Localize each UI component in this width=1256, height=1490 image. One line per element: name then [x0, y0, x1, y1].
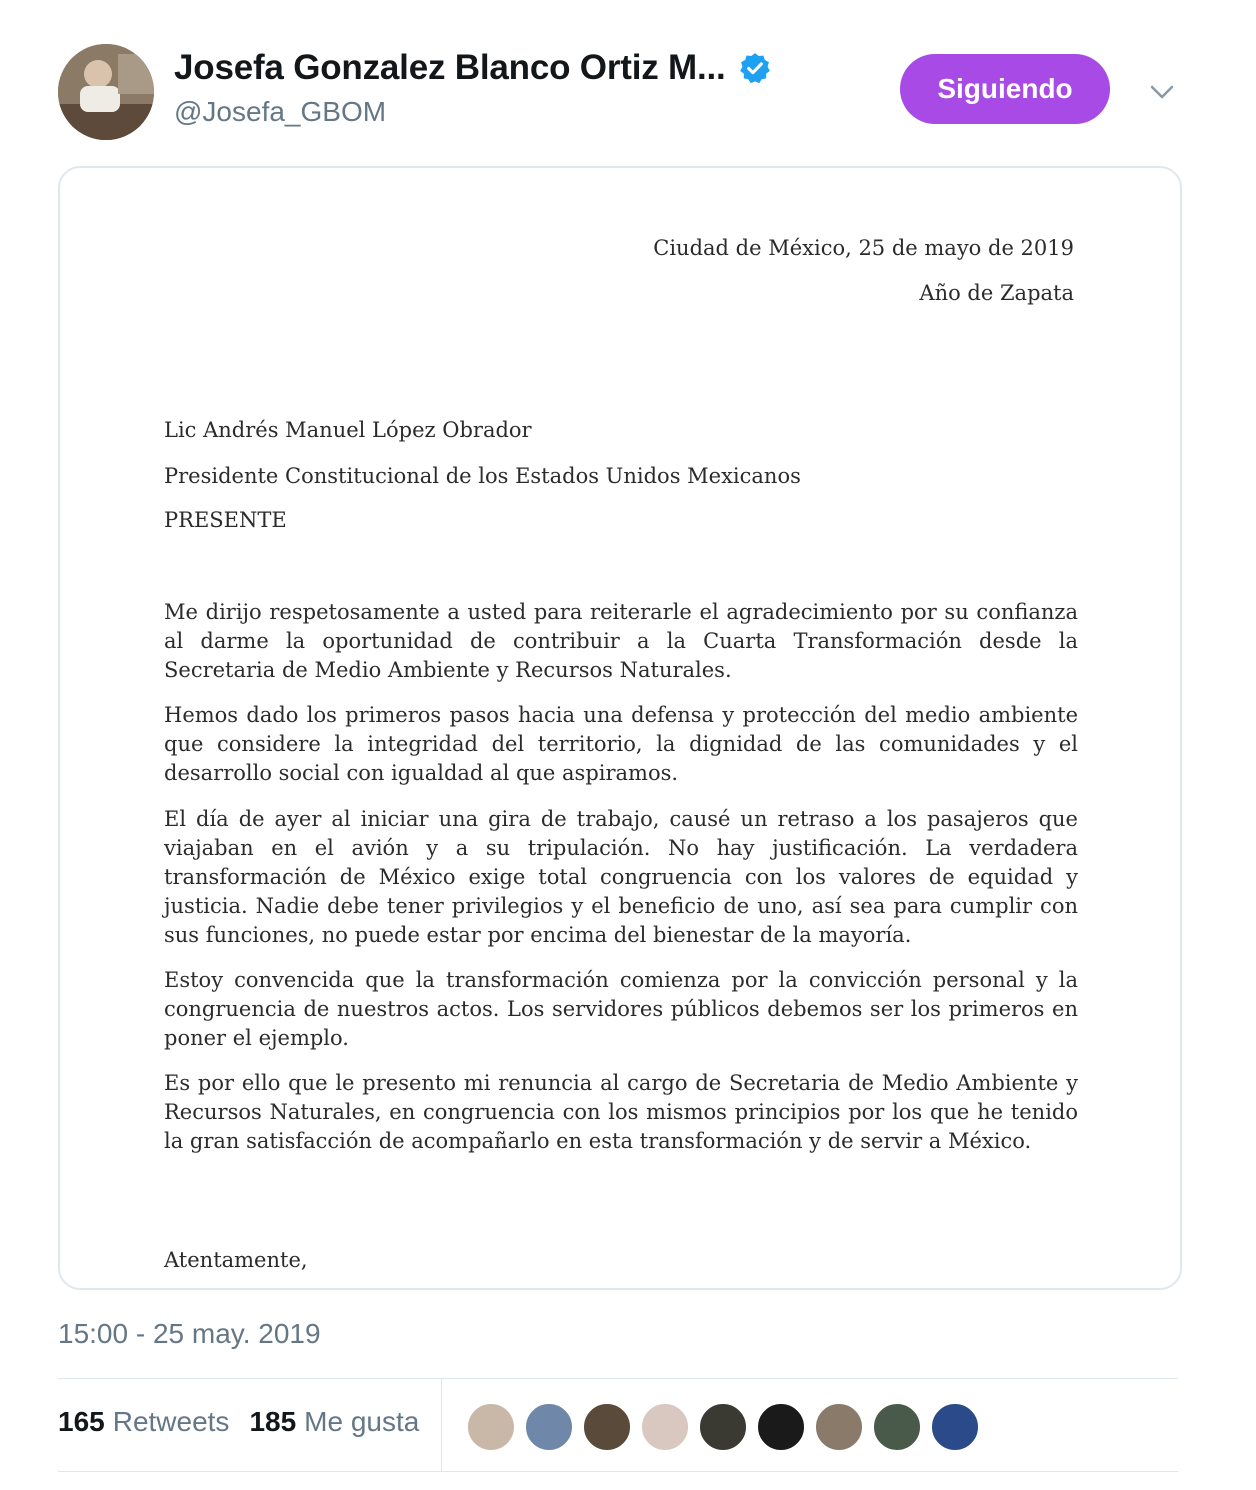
liker-avatar[interactable] — [814, 1402, 864, 1452]
verified-badge-icon — [738, 51, 772, 85]
letter-year-motto: Año de Zapata — [919, 281, 1074, 305]
letter-recipient-title: Presidente Constitucional de los Estados Unidos Mexicanos — [164, 464, 801, 488]
retweets-label: Retweets — [112, 1406, 230, 1437]
likes-label: Me gusta — [304, 1406, 420, 1437]
letter-presente: PRESENTE — [164, 508, 287, 532]
avatar[interactable] — [58, 44, 154, 140]
liker-avatar[interactable] — [698, 1402, 748, 1452]
display-name[interactable]: Josefa Gonzalez Blanco Ortiz M... — [174, 48, 726, 87]
following-button[interactable]: Siguiendo — [900, 54, 1110, 124]
liker-avatar[interactable] — [872, 1402, 922, 1452]
liker-avatar[interactable] — [756, 1402, 806, 1452]
tweet-image[interactable] — [58, 166, 1182, 1290]
divider — [441, 1378, 442, 1472]
tweet-stats — [58, 1406, 439, 1438]
liker-avatar[interactable] — [640, 1402, 690, 1452]
letter-closing: Atentamente, — [164, 1248, 308, 1272]
name-row — [174, 48, 772, 88]
liker-avatar[interactable] — [582, 1402, 632, 1452]
letter-paragraph: Hemos dado los primeros pasos hacia una defensa y protección del medio ambiente que considere la integridad del territorio, la dignidad de las comunidades y el desarrollo social con igualdad al que aspiramos. — [164, 703, 1078, 785]
letter-place-date: Ciudad de México, 25 de mayo de 2019 — [653, 236, 1074, 260]
likers-avatars — [466, 1402, 988, 1452]
retweets-stat[interactable] — [58, 1406, 229, 1438]
chevron-down-icon[interactable] — [1146, 76, 1178, 108]
letter-paragraph: Es por ello que le presento mi renuncia al cargo de Secretaria de Medio Ambiente y Recursos Naturales, en congruencia con los mismos principios por los que he tenido la gran satisfacción de acompañarlo en esta transformación y de servir a México. — [164, 1071, 1078, 1153]
liker-avatar[interactable] — [466, 1402, 516, 1452]
avatar-photo — [58, 44, 154, 140]
letter-paragraph: Estoy convencida que la transformación comienza por la convicción personal y la congruencia de nuestros actos. Los servidores públicos debemos ser los primeros en poner el ejemplo. — [164, 968, 1078, 1050]
letter-paragraph: El día de ayer al iniciar una gira de trabajo, causé un retraso a los pasajeros que viajaban en el avión y a su tripulación. No hay justificación. La verdadera transformación de México exige total congruencia con los valores de equidad y justicia. Nadie debe tener privilegios y el beneficio de uno, así sea para cumplir con sus funciones, no puede estar por encima del bienestar de la mayoría. — [164, 807, 1078, 947]
likes-count: 185 — [249, 1406, 297, 1437]
divider — [58, 1471, 1178, 1472]
divider — [58, 1378, 1178, 1379]
retweets-count: 165 — [58, 1406, 105, 1437]
likes-stat[interactable] — [249, 1406, 419, 1438]
liker-avatar[interactable] — [524, 1402, 574, 1452]
liker-avatar[interactable] — [930, 1402, 980, 1452]
resignation-letter — [60, 168, 1180, 1288]
letter-recipient-name: Lic Andrés Manuel López Obrador — [164, 418, 532, 442]
tweet-timestamp[interactable]: 15:00 - 25 may. 2019 — [58, 1318, 321, 1349]
user-handle[interactable]: @Josefa_GBOM — [174, 96, 387, 127]
letter-paragraph: Me dirijo respetosamente a usted para reiterarle el agradecimiento por su confianza al darme la oportunidad de contribuir a la Cuarta Transformación desde la Secretaria de Medio Ambiente y Recursos Naturales. — [164, 600, 1078, 682]
